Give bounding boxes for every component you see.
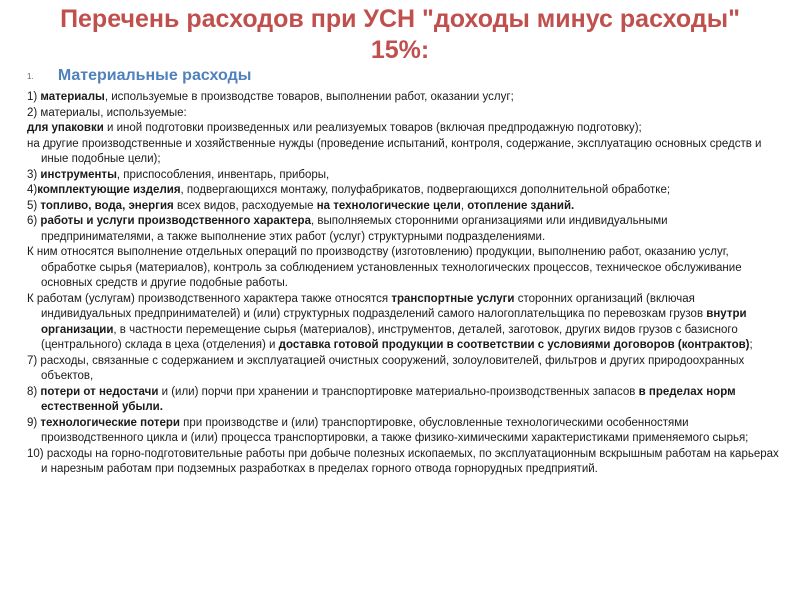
list-item <box>27 90 782 106</box>
text: 4) <box>27 184 38 196</box>
text: , приспособления, инвентарь, приборы, <box>116 168 330 181</box>
section-number: 1. <box>27 71 34 81</box>
text: , подвергающихся монтажу, полуфабрикатов, подвергающихся дополнительной обработке; <box>180 184 671 196</box>
list-item <box>27 168 782 184</box>
text: всех видов, расходуемые <box>173 199 317 212</box>
text: , <box>460 199 468 212</box>
text: 1) <box>27 91 41 103</box>
bold-text: технологические потери <box>40 416 180 429</box>
list-item <box>27 183 782 199</box>
text: и иной подготовки произведенных или реализуемых товаров (включая предпродажную подготовку); <box>103 122 642 134</box>
list-item <box>27 245 782 292</box>
text: 5) <box>27 199 41 212</box>
list-item <box>27 121 782 137</box>
list-item <box>27 416 782 447</box>
text: 8) <box>27 385 41 398</box>
section-header <box>27 67 251 85</box>
list-item <box>27 199 782 215</box>
bold-text: на технологические цели <box>316 199 461 212</box>
text: 2) материалы, используемые: <box>27 106 187 119</box>
text: на другие производственные и хозяйственные нужды (проведение испытаний, контроля, содержание, эксплуатацию основных средств и иные подобные цели); <box>27 137 762 165</box>
bold-text: транспортные услуги <box>391 292 515 305</box>
text: 3) <box>27 168 41 181</box>
bold-text: топливо, вода, энергия <box>40 199 174 212</box>
text: К ним относятся выполнение отдельных операций по производству (изготовлению) продукции, выполнению работ, оказанию услуг, обработке сырья (материалов), контроль за соблюдением установленных технологических процессов, техническое обслуживание основных средств и другие подобные работы. <box>27 246 742 289</box>
bold-text: работы и услуги производственного характера <box>40 215 311 227</box>
text: 6) <box>27 215 41 227</box>
title-line-2: 15%: <box>370 36 430 64</box>
bold-text: отопление зданий. <box>467 199 575 212</box>
text: 9) <box>27 416 41 429</box>
text: , используемые в производстве товаров, выполнении работ, оказании услуг; <box>104 91 514 103</box>
list-item <box>27 106 782 122</box>
text: 10) расходы на горно-подготовительные работы при добыче полезных ископаемых, по эксплуатационным вскрышным работам на карьерах и нарезным работам при подземных разработках в пределах горного отвода горнорудных предприятий. <box>27 447 779 475</box>
text: К работам (услугам) производственного характера также относятся <box>27 292 392 305</box>
page-title <box>0 4 800 66</box>
bold-text: для упаковки <box>27 122 104 134</box>
text: , выполняемых сторонними организациями или индивидуальными предпринимателями, а также выполнение этих работ (услуг) структурными подразделениями. <box>41 215 668 243</box>
text: и (или) порчи при хранении и транспортировке материально-производственных запасов <box>158 385 639 398</box>
text: сторонних организаций (включая индивидуальных предпринимателей) и (или) структурных подразделений самого налогоплательщика по перевозкам грузов <box>41 292 707 320</box>
list-item <box>27 447 782 478</box>
list-item <box>27 214 782 245</box>
bold-text: в пределах норм естественной убыли. <box>41 385 736 413</box>
text: 7) расходы, связанные с содержанием и эксплуатацией очистных сооружений, золоуловителей, фильтров и других природоохранных объектов, <box>27 354 745 382</box>
bold-text: доставка готовой продукции в соответствии с условиями договоров (контрактов) <box>278 339 750 351</box>
list-item <box>27 385 782 416</box>
bold-text: комплектующие изделия <box>37 184 181 196</box>
bold-text: внутри организации <box>41 308 747 336</box>
section-heading: Материальные расходы <box>57 67 252 84</box>
bold-text: материалы <box>40 91 105 103</box>
title-line-1: Перечень расходов при УСН "доходы минус расходы" <box>60 5 740 33</box>
list-item <box>27 354 782 385</box>
expense-list <box>27 90 782 478</box>
text: ; <box>749 339 753 351</box>
text: при производстве и (или) транспортировке, обусловленные технологическими особенностями производственного цикла и (или) процесса транспортировки, а также физико-химическими характеристиками применяемого сырья; <box>41 416 749 444</box>
bold-text: потери от недостачи <box>40 385 159 398</box>
list-item <box>27 137 782 168</box>
text: , в частности перемещение сырья (материалов), инструментов, деталей, заготовок, других видов грузов с базисного (центрального) склада в цеха (отделения) и <box>41 323 738 351</box>
list-item <box>27 292 782 354</box>
bold-text: инструменты <box>40 168 117 181</box>
